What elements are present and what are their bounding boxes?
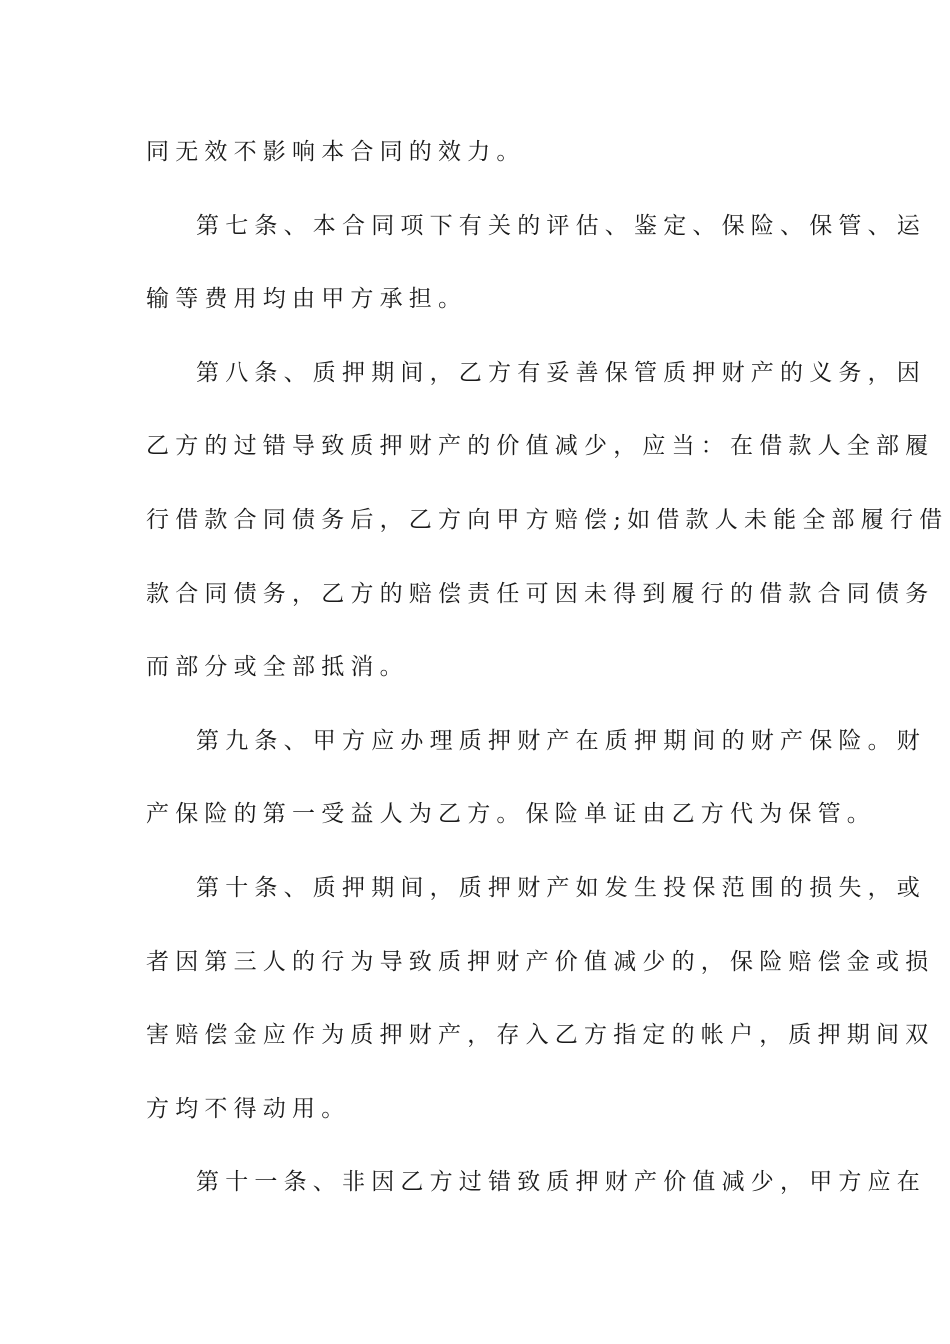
text-line: 方均不得动用。 [146,1095,351,1122]
text-line: 第十条、质押期间，质押财产如发生投保范围的损失，或 [196,874,926,901]
document-body [146,127,949,1231]
text-line: 乙方的过错导致质押财产的价值减少，应当：在借款人全部履 [146,433,935,460]
text-line: 而部分或全部抵消。 [146,654,409,681]
text-line: 同无效不影响本合同的效力。 [146,139,526,165]
text-line: 者因第三人的行为导致质押财产价值减少的，保险赔偿金或损 [146,948,935,975]
text-line: 第九条、甲方应办理质押财产在质押期间的财产保险。财 [196,727,926,754]
text-line: 款合同债务，乙方的赔偿责任可因未得到履行的借款合同债务 [146,580,935,607]
text-line: 输等费用均由甲方承担。 [146,286,468,313]
text-line: 害赔偿金应作为质押财产，存入乙方指定的帐户，质押期间双 [146,1022,935,1049]
text-line: 第七条、本合同项下有关的评估、鉴定、保险、保管、运 [196,212,926,239]
text-line: 第十一条、非因乙方过错致质押财产价值减少，甲方应在 [196,1169,926,1196]
text-line: 行借款合同债务后，乙方向甲方赔偿;如借款人未能全部履行借 [146,506,949,533]
text-line: 产保险的第一受益人为乙方。保险单证由乙方代为保管。 [146,801,876,828]
text-line: 第八条、质押期间，乙方有妥善保管质押财产的义务，因 [196,359,926,386]
